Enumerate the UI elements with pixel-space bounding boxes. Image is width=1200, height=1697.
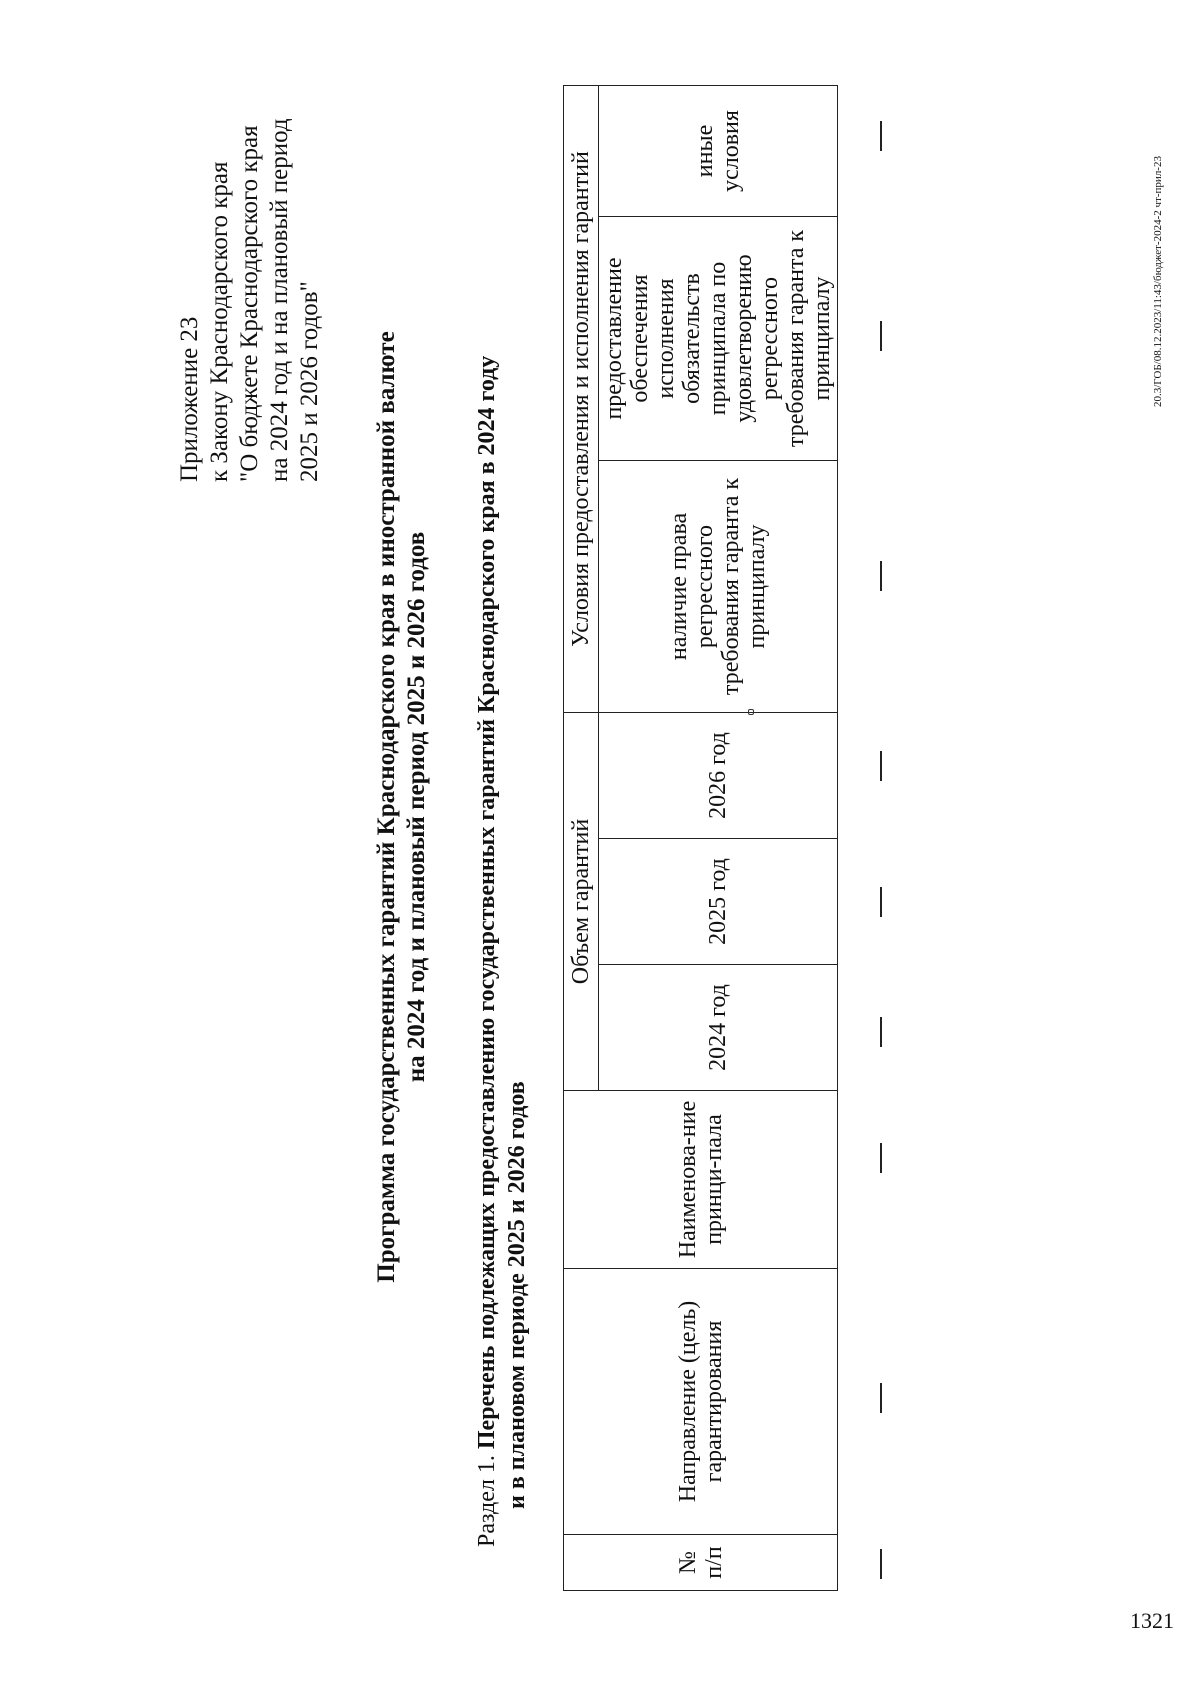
appendix-line: к Закону Краснодарского края — [206, 161, 233, 482]
dash-cell — [880, 1143, 882, 1173]
dash-cell — [880, 121, 882, 151]
section-prefix: Раздел 1. — [474, 1449, 500, 1547]
dash-cell — [880, 561, 882, 591]
dash-cell — [880, 321, 882, 351]
section-heading — [472, 77, 532, 1547]
section-title: Перечень подлежащих предоставлению государственных гарантий Краснодарского края в 2024 году — [474, 355, 500, 1450]
scan-speck — [748, 709, 754, 715]
document-title — [372, 257, 432, 1357]
header-year-2025: 2025 год — [599, 839, 838, 965]
header-regress-right: наличие права регрессного требования гаранта к принципалу — [599, 461, 838, 713]
page-number: 1321 — [1130, 1608, 1174, 1633]
title-line: на 2024 год и плановый период 2025 и 2026 годов — [403, 531, 430, 1083]
dash-cell — [880, 751, 882, 781]
header-year-2026: 2026 год — [599, 713, 838, 839]
title-line: Программа государственных гарантий Краснодарского края в иностранной валюте — [373, 331, 400, 1283]
header-direction: Направление (цель) гарантирования — [564, 1269, 838, 1535]
appendix-line: "О бюджете Краснодарского края — [236, 125, 263, 482]
header-volume-group: Объем гарантий — [564, 713, 599, 1091]
appendix-line: Приложение 23 — [176, 316, 203, 482]
guarantees-table — [563, 85, 838, 1591]
dash-cell — [880, 887, 882, 917]
section-title-continued: и в плановом периоде 2025 и 2026 годов — [504, 1081, 530, 1509]
header-year-2024: 2024 год — [599, 965, 838, 1091]
header-principal: Наименова-ние принци-пала — [564, 1091, 838, 1269]
dash-cell — [880, 1549, 882, 1579]
header-conditions-group: Условия предоставления и исполнения гарантий — [564, 85, 599, 712]
appendix-line: на 2024 год и на плановый период — [266, 118, 293, 482]
appendix-line: 2025 и 2026 годов" — [296, 281, 323, 482]
empty-row-dashes — [880, 86, 902, 1591]
header-num: № п/п — [564, 1535, 838, 1591]
dash-cell — [880, 1017, 882, 1047]
document-code: 20.3/ГОБ/08.12.2023/11:43/бюджет-2024-2 чт-прил-23 — [1152, 156, 1164, 407]
appendix-note — [175, 12, 325, 482]
header-security: предоставление обеспечения исполнения обязательств принципала по удовлетворению регрессного требования гаранта к принципалу — [599, 217, 838, 461]
dash-cell — [880, 1383, 882, 1413]
header-other-conditions: иные условия — [599, 85, 838, 216]
